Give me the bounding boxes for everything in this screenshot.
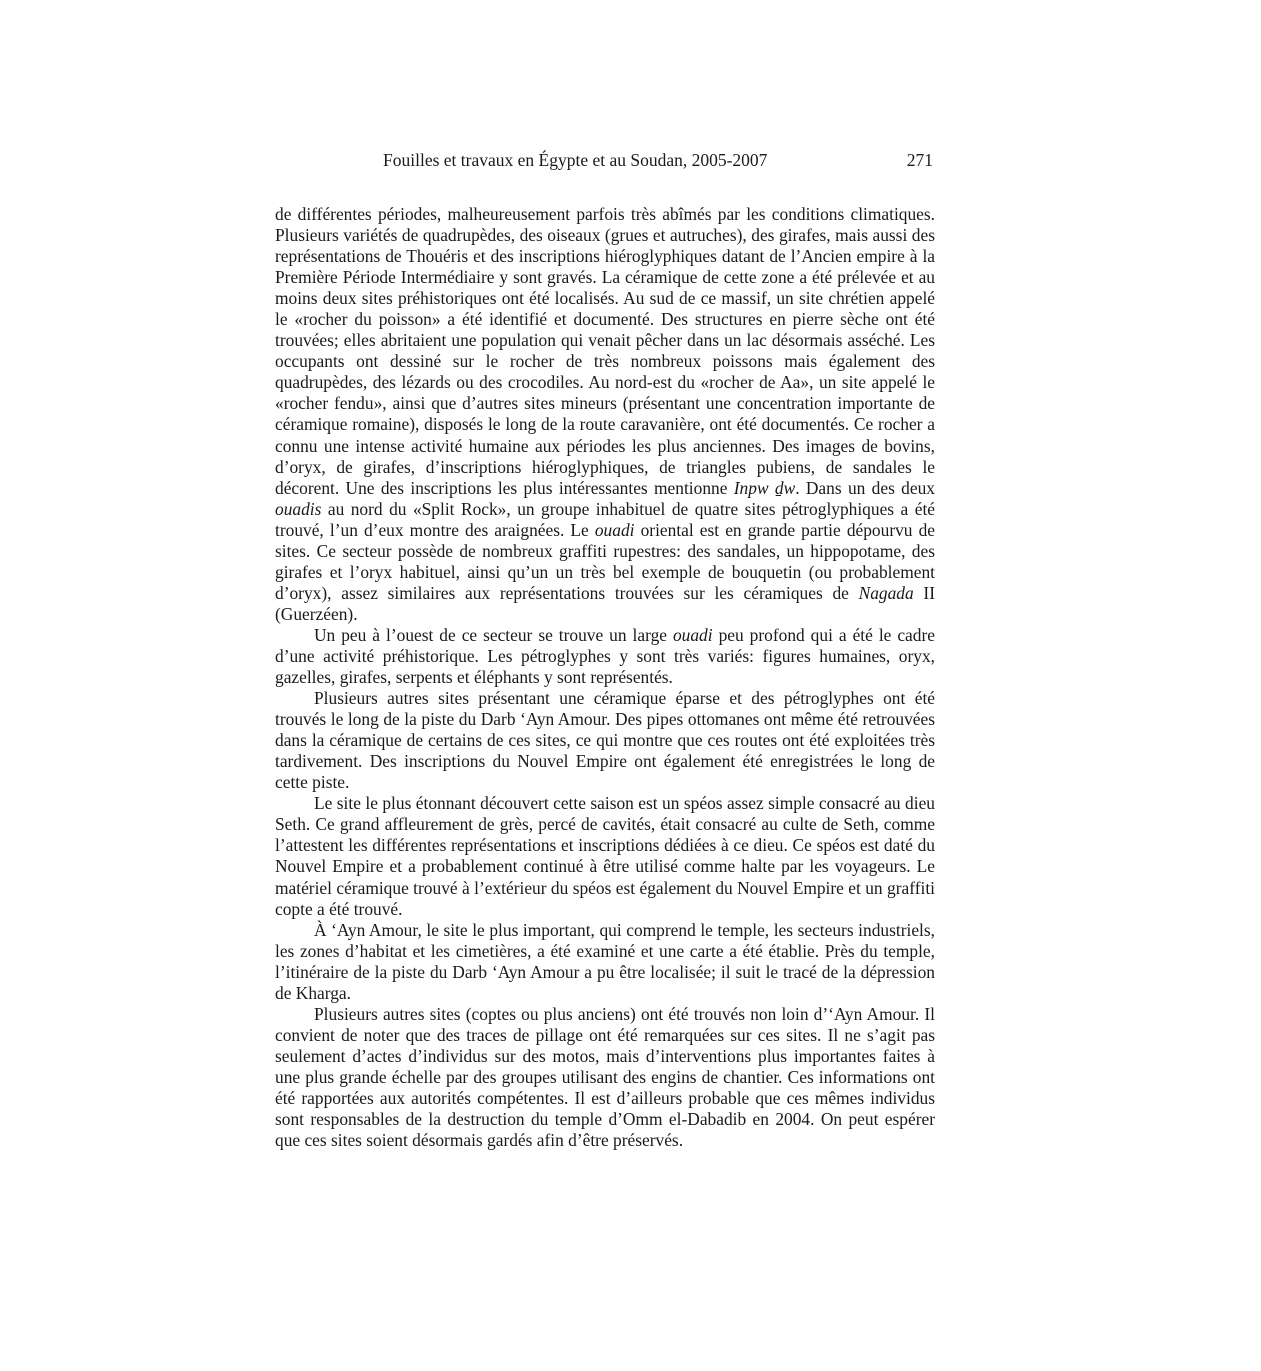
text-run: Plusieurs autres sites (coptes ou plus anciens) ont été trouvés non loin d’‘Ayn Amour. Il convient de noter que des traces de pillage ont été remarquées sur ces sites. Il ne s’agit pas seulement d’actes d’individus sur des motos, mais d’interventions plus importantes faites à une plus grande échelle par des groupes utilisant des engins de chantier. Ces informations ont été rapportées aux autorités compétentes. Il est d’ailleurs probable que ces mêmes individus sont responsables de la destruction du temple d’Omm el-Dabadib en 2004. On peut espérer que ces sites soient désormais gardés afin d’être préservés. (275, 1003, 935, 1151)
text-run: Plusieurs autres sites présentant une céramique éparse et des pétroglyphes ont été trouvés le long de la piste du Darb ‘Ayn Amour. Des pipes ottomanes ont même été retrouvées dans la céramique de certains de ces sites, ce qui montre que ces routes ont été exploitées très tardivement. Des inscriptions du Nouvel Empire ont également été enregistrées le long de cette piste. (275, 688, 935, 793)
text-run: Le site le plus étonnant découvert cette saison est un spéos assez simple consacré au dieu Seth. Ce grand affleurement de grès, percé de cavités, était consacré au culte de Seth, comme l’attestent les différentes représentations et inscriptions dédiées à ce dieu. Ce spéos est daté du Nouvel Empire et a probablement continué à être utilisé comme halte par les voyageurs. Le matériel céramique trouvé à l’extérieur du spéos est également du Nouvel Empire et un graffiti copte a été trouvé. (275, 793, 935, 919)
paragraph (275, 793, 935, 919)
italic-term: ouadi (672, 624, 713, 645)
paragraph (275, 688, 935, 793)
text-run: au nord du «Split Rock», un groupe inhabituel de quatre sites pétroglyphiques a été trouvé, l’un d’eux montre des araignées. Le (275, 498, 935, 540)
running-title: Fouilles et travaux en Égypte et au Soudan, 2005-2007 (383, 150, 768, 170)
text-run: oriental est en grande partie dépourvu de sites. Ce secteur possède de nombreux graffiti rupestres: des sandales, un hippopotame, des girafes et l’oryx habituel, ainsi qu’un un très bel exemple de bouquetin (ou probablement d’oryx), assez similaires aux représentations trouvées sur les céramiques de (275, 519, 936, 603)
page-number: 271 (906, 150, 933, 170)
text-run: À ‘Ayn Amour, le site le plus important, qui comprend le temple, les secteurs industriels, les zones d’habitat et les cimetières, a été examiné et une carte a été établie. Près du temple, l’itinéraire de la piste du Darb ‘Ayn Amour a pu être localisée; il suit le tracé de la dépression de Kharga. (275, 919, 935, 1003)
italic-term: ouadis (275, 498, 322, 519)
paragraph (275, 920, 935, 1004)
text-run: II (Guerzéen). (275, 582, 935, 624)
paragraph (275, 625, 935, 688)
paragraph (275, 1004, 935, 1151)
text-run: . Dans un des deux (795, 477, 935, 498)
italic-term: ouadi (594, 519, 635, 540)
text-run: Un peu à l’ouest de ce secteur se trouve un large (314, 624, 673, 645)
text-run: peu profond qui a été le cadre d’une activité préhistorique. Les pétroglyphes y sont très variés: figures humaines, oryx, gazelles, girafes, serpents et éléphants y sont représentés. (275, 624, 935, 688)
body-text (275, 204, 935, 1151)
italic-term: Nagada (858, 582, 914, 603)
italic-term: Inpw ḏw (733, 477, 796, 498)
running-head (275, 148, 935, 172)
paragraph (275, 204, 935, 625)
text-run: de différentes périodes, malheureusement parfois très abîmés par les conditions climatiques. Plusieurs variétés de quadrupèdes, des oiseaux (grues et autruches), des girafes, mais aussi des représentations de Thouéris et des inscriptions hiéroglyphiques datant de l’Ancien empire à la Première Période Intermédiaire y sont gravés. La céramique de cette zone a été prélevée et au moins deux sites préhistoriques ont été localisés. Au sud de ce massif, un site chrétien appelé le «rocher du poisson» a été identifié et documenté. Des structures en pierre sèche ont été trouvées; elles abritaient une population qui venait pêcher dans un lac désormais asséché. Les occupants ont dessiné sur le rocher de très nombreux poissons mais également des quadrupèdes, des lézards ou des crocodiles. Au nord-est du «rocher de Aa», un site appelé le «rocher fendu», ainsi que d’autres sites mineurs (présentant une concentration importante de céramique romaine), disposés le long de la route caravanière, ont été documentés. Ce rocher a connu une intense activité humaine aux périodes les plus anciennes. Des images de bovins, d’oryx, de girafes, d’inscriptions hiéroglyphiques, de triangles pubiens, de sandales le décorent. Une des inscriptions les plus intéressantes mentionne (275, 204, 935, 498)
